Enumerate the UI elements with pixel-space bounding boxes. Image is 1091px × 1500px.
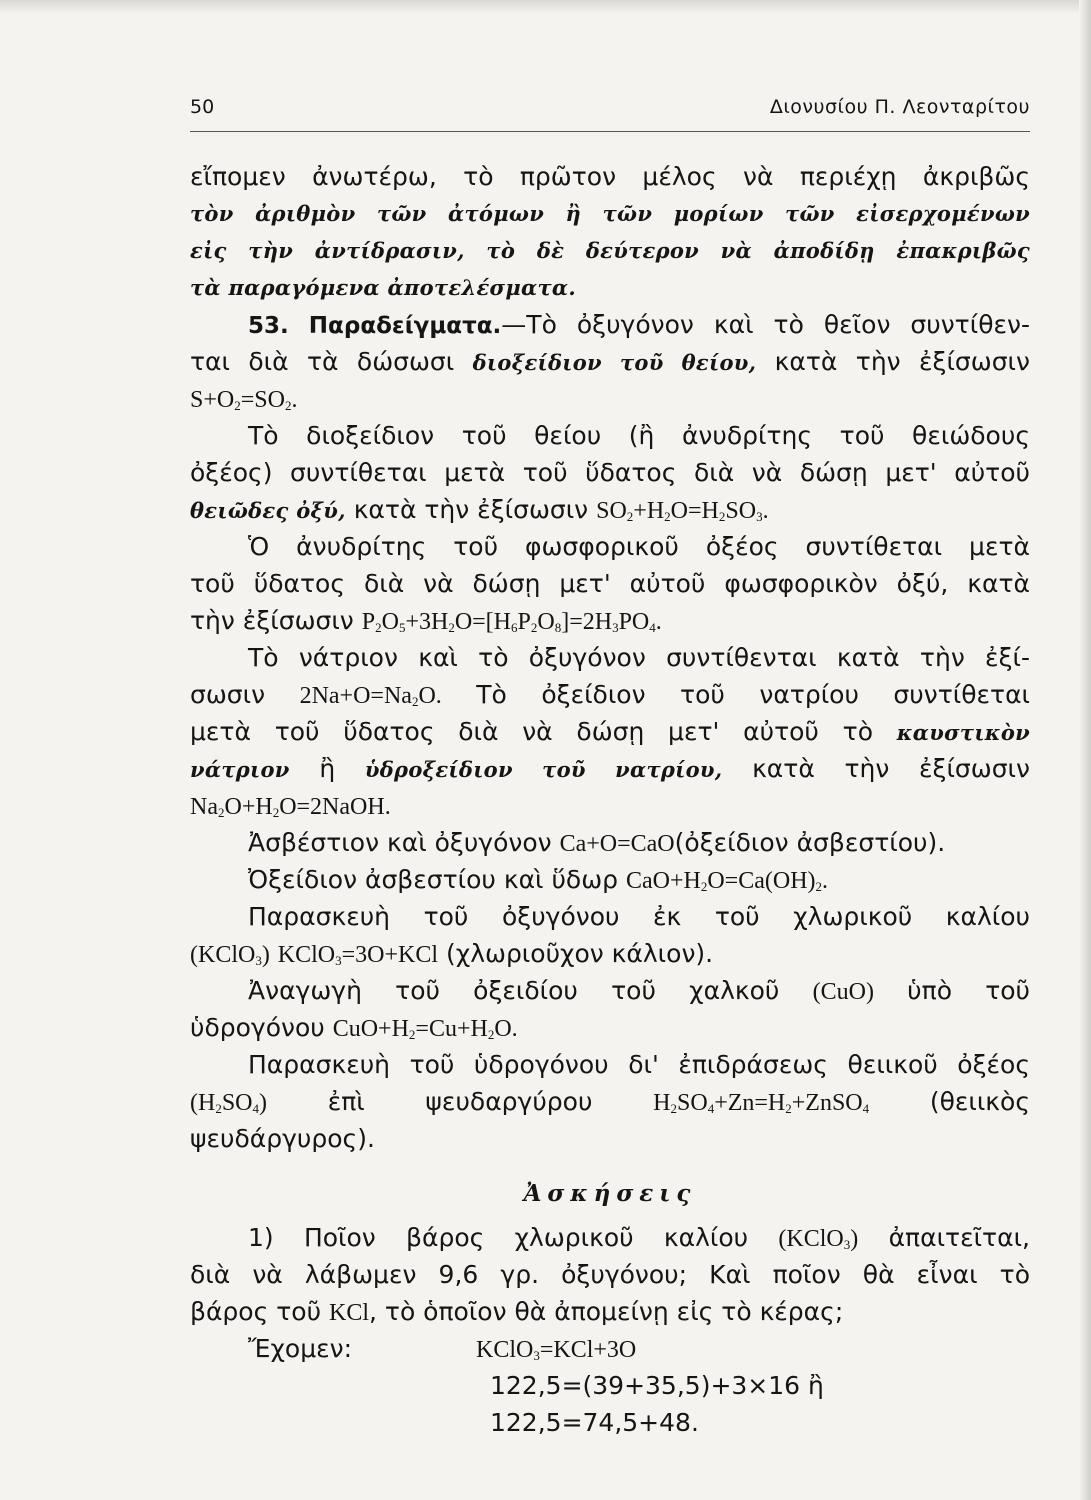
text-line: τὴν ἐξίσωσιν $P_2O_5+3H_2O=[H_6P_2O_8]=2H_3PO_4$. bbox=[190, 606, 662, 635]
formula-part: (CuO) bbox=[812, 979, 874, 1005]
page-right-shadow bbox=[1079, 0, 1091, 1500]
formula-subscript: 2 bbox=[215, 1101, 222, 1116]
formula-part: O bbox=[537, 609, 555, 635]
formula-subscript: 4 bbox=[862, 1101, 870, 1116]
formula-subscript: 3 bbox=[255, 953, 262, 968]
formula-part: KClO bbox=[277, 942, 336, 968]
text-line: τὰ παραγόμενα ἀποτελέσματα. bbox=[190, 275, 576, 300]
text-line: Ὀξείδιον ἀσβεστίου καὶ ὕδωρ $CaO+H_2O=Ca(OH)_2$. bbox=[248, 865, 829, 894]
formula-subscript: 4 bbox=[649, 620, 656, 635]
formula-part: ) bbox=[259, 1090, 268, 1116]
formula-part: PO bbox=[618, 609, 650, 635]
formula-subscript: 2 bbox=[626, 509, 634, 524]
formula-subscript: 2 bbox=[487, 1027, 495, 1042]
formula-subscript: 6 bbox=[511, 620, 518, 635]
formula-subscript: 3 bbox=[756, 509, 763, 524]
formula-line bbox=[190, 787, 1030, 824]
formula-kclo3-exercise bbox=[778, 1226, 858, 1252]
formula-subscript: 2 bbox=[272, 805, 280, 820]
formula-part: O bbox=[381, 609, 399, 635]
formula-line bbox=[190, 380, 1030, 417]
formula-part: ) bbox=[261, 942, 270, 968]
formula-subscript: 2 bbox=[670, 1101, 677, 1116]
formula-part: P bbox=[361, 609, 376, 635]
formula-subscript: 5 bbox=[398, 620, 406, 635]
text-line: Παρασκευὴ τοῦ ὀξυγόνου ἐκ τοῦ χλωρικοῦ καλίου bbox=[248, 902, 1030, 931]
formula-subscript: 8 bbox=[554, 620, 562, 635]
formula-part: O=[H bbox=[454, 609, 512, 635]
text-line: Τὸ νάτριον καὶ τὸ ὀξυγόνον συντίθενται κατὰ τὴν ἐξί- bbox=[248, 643, 1030, 672]
formula-h2so4 bbox=[190, 1090, 267, 1116]
formula-part: +H bbox=[633, 498, 665, 524]
formula-subscript: 2 bbox=[375, 620, 382, 635]
formula-subscript: 2 bbox=[217, 805, 225, 820]
formula-part: . bbox=[655, 609, 662, 635]
formula-subscript: 2 bbox=[785, 1101, 792, 1116]
formula-subscript: 2 bbox=[284, 398, 292, 413]
exercise-line: βάρος τοῦ KCl, τὸ ὁποῖον θὰ ἀπομείνῃ εἰς τὸ κέρας; bbox=[190, 1297, 844, 1326]
exercise-line: 1) Ποῖον βάρος χλωρικοῦ καλίου (KClO$_3$) ἀπαιτεῖται, bbox=[248, 1223, 1030, 1252]
page-header bbox=[190, 96, 1030, 130]
work-line: 122,5=(39+35,5)+3×16 ἢ bbox=[490, 1371, 824, 1400]
text-line: Ἀναγωγὴ τοῦ ὀξειδίου τοῦ χαλκοῦ (CuO) ὑπὸ τοῦ bbox=[248, 976, 1030, 1005]
formula-part: KClO bbox=[476, 1337, 534, 1363]
formula-part: H bbox=[653, 1090, 671, 1116]
text-line: εἰς τὴν ἀντίδρασιν, τὸ δὲ δεύτερον νὰ ἀποδίδῃ ἐπακριβῶς bbox=[190, 238, 1030, 263]
formula-subscript: 2 bbox=[718, 509, 726, 524]
text-line: τὸν ἀριθμὸν τῶν ἀτόμων ἢ τῶν μορίων τῶν εἰσερχομένων bbox=[190, 201, 1030, 226]
text-line: Ἀσβέστιον καὶ ὀξυγόνον Ca+O=CaO(ὀξείδιον ἀσβεστίου). bbox=[248, 828, 946, 857]
formula-h2so3 bbox=[596, 498, 768, 524]
formula-part: P bbox=[517, 609, 531, 635]
formula-subscript: 3 bbox=[335, 953, 342, 968]
exercises-heading: Ἀσκήσεις bbox=[523, 1180, 697, 1207]
section-number-heading: 53. Παραδείγματα. bbox=[248, 313, 502, 339]
formula-h3po4 bbox=[362, 609, 662, 635]
formula-part: +3H bbox=[405, 609, 449, 635]
text-line: εἴπομεν ἀνωτέρω, τὸ πρῶτον μέλος νὰ περιέχῃ ἀκριβῶς bbox=[190, 162, 1030, 191]
formula-part: =KCl+3O bbox=[539, 1337, 637, 1363]
text-line: Παρασκευὴ τοῦ ὑδρογόνου δι' ἐπιδράσεως θειικοῦ ὀξέος bbox=[248, 1050, 1030, 1079]
running-head: Διονυσίου Π. Λεονταρίτου bbox=[769, 96, 1030, 118]
formula-part: . bbox=[762, 498, 769, 524]
formula-kclo3-decomposition bbox=[278, 942, 438, 968]
formula-cuo bbox=[813, 979, 874, 1005]
text-line: ὀξέος) συντίθεται μετὰ τοῦ ὕδατος διὰ νὰ δώσῃ μετ' αὐτοῦ bbox=[190, 458, 1030, 487]
formula-zinc-reaction bbox=[653, 1090, 869, 1116]
formula-part: O+H bbox=[224, 794, 273, 820]
formula-subscript: 2 bbox=[448, 620, 455, 635]
formula-subscript: 3 bbox=[533, 1348, 540, 1363]
formula-caoh2 bbox=[626, 868, 828, 894]
text-line: σωσιν $2Na+O=Na_2O$. Τὸ ὀξείδιον τοῦ νατρίου συντίθεται bbox=[190, 680, 1030, 709]
text-line: ὑδρογόνου $CuO+H_2=Cu+H_2O$. bbox=[190, 1013, 518, 1042]
text-line: (KClO$_3$) KClO$_3$=3O+KCl (χλωριοῦχον κάλιον). bbox=[190, 939, 714, 968]
formula-na2o bbox=[300, 683, 442, 709]
formula-subscript: 2 bbox=[411, 694, 419, 709]
formula-part: SO bbox=[596, 498, 627, 524]
formula-part: SO bbox=[677, 1090, 708, 1116]
header-rule bbox=[190, 131, 1030, 132]
formula-naoh bbox=[190, 794, 391, 820]
formula-cao bbox=[560, 831, 675, 857]
formula-part: O=2NaOH. bbox=[279, 794, 391, 820]
paragraph-53-heading-line: 53. Παραδείγματα.—Τὸ ὀξυγόνον καὶ τὸ θεῖον συντίθεν- bbox=[248, 310, 1030, 339]
formula-subscript: 3 bbox=[843, 1237, 851, 1252]
formula-kclo3-work bbox=[476, 1332, 636, 1367]
text-line: Ὁ ἀνυδρίτης τοῦ φωσφορικοῦ ὀξέος συντίθεται μετὰ bbox=[248, 532, 1030, 561]
formula-part: (H bbox=[190, 1090, 216, 1116]
formula-part: =SO bbox=[240, 387, 285, 413]
formula-subscript: 2 bbox=[234, 398, 241, 413]
page-body bbox=[190, 158, 1030, 1441]
text-line: ται διὰ τὰ δώσωσι διοξείδιον τοῦ θείου, κατὰ τὴν ἐξίσωσιν bbox=[190, 347, 1030, 376]
text-line: θειῶδες ὀξύ, κατὰ τὴν ἐξίσωσιν $SO_2+H_2O=H_2SO_3$. bbox=[190, 495, 769, 524]
formula-part: O. bbox=[418, 683, 442, 709]
formula-subscript: 4 bbox=[707, 1101, 715, 1116]
formula-subscript: 2 bbox=[530, 620, 538, 635]
exercise-line: διὰ νὰ λάβωμεν 9,6 γρ. ὀξυγόνου; Καὶ ποῖον θὰ εἶναι τὸ bbox=[190, 1260, 1030, 1289]
page-top-shadow bbox=[0, 0, 1091, 14]
formula-subscript: 2 bbox=[815, 879, 823, 894]
page-number: 50 bbox=[190, 96, 215, 118]
formula-part: CaO+H bbox=[625, 868, 701, 894]
text-line: μετὰ τοῦ ὕδατος διὰ νὰ δώσῃ μετ' αὐτοῦ τὸ καυστικὸν bbox=[190, 717, 1030, 746]
text-line: ψευδάργυρος). bbox=[190, 1124, 375, 1153]
text-line: $(H_2SO_4)$ ἐπὶ ψευδαργύρου $H_2SO_4+Zn=H_2+ZnSO_4$ (θειικὸς bbox=[190, 1087, 1030, 1116]
formula-cuo-reduction bbox=[333, 1016, 518, 1042]
formula-part: (KClO bbox=[778, 1226, 844, 1252]
formula-part: Na bbox=[190, 794, 218, 820]
formula-part: ) bbox=[850, 1226, 859, 1252]
formula-part: +ZnSO bbox=[791, 1090, 863, 1116]
formula-part: S+O bbox=[190, 387, 235, 413]
formula-part: . bbox=[822, 868, 829, 894]
formula-kcl bbox=[329, 1300, 369, 1326]
formula-part: =Cu+H bbox=[415, 1016, 488, 1042]
text-line: νάτριον ἢ ὑδροξείδιον τοῦ νατρίου, κατὰ τὴν ἐξίσωσιν bbox=[190, 754, 1030, 783]
formula-part: Ca+O=CaO bbox=[559, 831, 675, 857]
formula-subscript: 2 bbox=[700, 879, 708, 894]
formula-part: . bbox=[291, 387, 298, 413]
work-line: Ἔχομεν: KClO$_3$=KCl+3O bbox=[190, 1330, 1030, 1367]
formula-part: =3O+KCl bbox=[341, 942, 439, 968]
formula-part: SO bbox=[725, 498, 757, 524]
text-line: τοῦ ὕδατος διὰ νὰ δώσῃ μετ' αὐτοῦ φωσφορικὸν ὀξύ, κατὰ bbox=[190, 569, 1030, 598]
formula-subscript: 4 bbox=[252, 1101, 260, 1116]
formula-part: O. bbox=[494, 1016, 518, 1042]
formula-part: KCl bbox=[328, 1300, 369, 1326]
formula-part: (KClO bbox=[190, 942, 256, 968]
formula-so2 bbox=[190, 387, 297, 413]
formula-subscript: 3 bbox=[612, 620, 619, 635]
formula-part: +Zn=H bbox=[714, 1090, 786, 1116]
formula-part: O=Ca(OH) bbox=[707, 868, 816, 894]
formula-kclo3 bbox=[190, 942, 270, 968]
formula-part: 2Na+O=Na bbox=[299, 683, 412, 709]
formula-part: CuO+H bbox=[332, 1016, 409, 1042]
text-line: Τὸ διοξείδιον τοῦ θείου (ἢ ἀνυδρίτης τοῦ θειώδους bbox=[248, 421, 1030, 450]
formula-part: O=H bbox=[670, 498, 719, 524]
work-line: 122,5=74,5+48. bbox=[490, 1408, 699, 1437]
formula-part: SO bbox=[221, 1090, 253, 1116]
formula-subscript: 2 bbox=[408, 1027, 416, 1042]
formula-part: ]=2H bbox=[561, 609, 613, 635]
formula-subscript: 2 bbox=[664, 509, 671, 524]
